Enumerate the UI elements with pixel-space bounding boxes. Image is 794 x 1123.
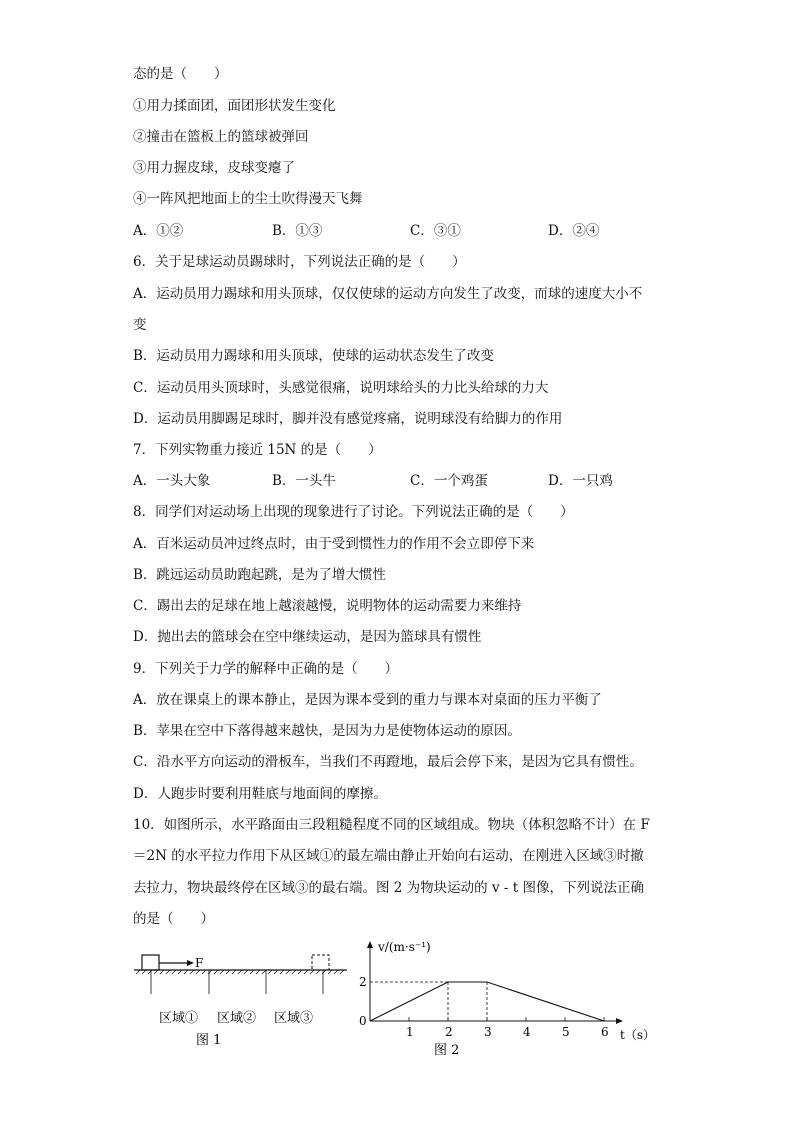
q5-item-2: ②撞击在篮板上的篮球被弹回 [133,129,309,145]
q7-option-c: C．一个鸡蛋 [410,473,488,489]
y-axis-arrow [367,941,373,948]
q7-option-d: D．一只鸡 [548,473,613,489]
figure-1-diagram [132,950,352,1050]
q5-option-c: C．③① [410,223,461,239]
x-tick-label-6: 6 [601,1025,609,1039]
x-tick-label-3: 3 [484,1025,492,1039]
origin-label: 0 [359,1014,367,1028]
q6-stem: 6．关于足球运动员踢球时，下列说法正确的是（ ） [133,254,466,270]
q7-option-b: B．一头牛 [272,473,336,489]
q8-option-d: D．抛出去的篮球会在空中继续运动，是因为篮球具有惯性 [133,629,482,645]
region-dividers [151,970,323,994]
q8-option-b: B．跳远运动员助跑起跳，是为了增大惯性 [133,567,386,583]
q10-stem-line2: ＝2N 的水平拉力作用下从区域①的最左端由静止开始向右运动，在刚进入区域③时撤 [133,848,644,864]
region-3-label: 区域③ [274,1011,314,1026]
q7-option-a: A．一头大象 [133,473,211,489]
q5-item-3: ③用力握皮球，皮球变瘪了 [133,160,295,176]
x-tick-label-5: 5 [562,1025,570,1039]
q6-option-a-line1: A．运动员用力踢球和用头顶球，仅仅使球的运动方向发生了改变，而球的速度大小不 [133,286,643,302]
q6-option-b: B．运动员用力踢球和用头顶球，使球的运动状态发生了改变 [133,348,494,364]
force-arrow-head [187,960,194,966]
q10-stem-line4: 的是（ ） [133,911,214,927]
q9-stem: 9．下列关于力学的解释中正确的是（ ） [133,661,399,677]
q8-stem: 8．同学们对运动场上出现的现象进行了讨论。下列说法正确的是（ ） [133,504,574,520]
figure-2-vt-chart [336,935,666,1060]
x-axis-arrow [616,1018,623,1024]
q6-option-d: D．运动员用脚踢足球时，脚并没有感觉疼痛，说明球没有给脚力的作用 [133,411,563,427]
q5-option-a: A．①② [133,223,184,239]
block-final-position [312,955,329,970]
y-tick-label-2: 2 [359,975,367,989]
q9-option-a: A．放在课桌上的课本静止，是因为课本受到的重力与课本对桌面的压力平衡了 [133,692,602,708]
block [142,955,159,970]
x-tick-label-4: 4 [523,1025,531,1039]
q5-item-4: ④一阵风把地面上的尘土吹得漫天飞舞 [133,191,363,207]
figure-2-caption: 图 2 [434,1043,460,1058]
region-2-label: 区域② [217,1011,257,1026]
force-label: F [195,956,204,970]
q9-option-d: D．人跑步时要利用鞋底与地面间的摩擦。 [133,786,387,802]
q9-option-c: C．沿水平方向运动的滑板车，当我们不再蹬地，最后会停下来，是因为它具有惯性。 [133,754,643,770]
q5-stem-end: 态的是（ ） [133,66,228,82]
q10-stem-line1: 10．如图所示，水平路面由三段粗糙程度不同的区域组成。物块（体积忽略不计）在 F [133,817,650,833]
figure-1-caption: 图 1 [196,1033,222,1048]
q5-option-b: B．①③ [272,223,323,239]
q5-option-d: D．②④ [548,223,600,239]
y-axis-label: v/(m·s⁻¹) [378,940,431,954]
q8-option-c: C．踢出去的足球在地上越滚越慢，说明物体的运动需要力来维持 [133,598,522,614]
x-tick-label-2: 2 [445,1025,453,1039]
q7-stem: 7．下列实物重力接近 15N 的是（ ） [133,442,382,458]
q6-option-c: C．运动员用头顶球时，头感觉很痛，说明球给头的力比头给球的力大 [133,380,549,396]
region-1-label: 区域① [159,1011,199,1026]
q6-option-a-line2: 变 [133,317,147,333]
dashed-guide-lines [370,982,487,1021]
x-tick-label-1: 1 [406,1025,414,1039]
q8-option-a: A．百米运动员冲过终点时，由于受到惯性力的作用不会立即停下来 [133,536,535,552]
q9-option-b: B．苹果在空中下落得越来越快，是因为力是使物体运动的原因。 [133,723,521,739]
q10-stem-line3: 去拉力，物块最终停在区域③的最右端。图 2 为物块运动的 v - t 图像，下列说法正确 [133,880,644,896]
q5-item-1: ①用力揉面团，面团形状发生变化 [133,98,336,114]
x-axis-label: t（s） [620,1028,655,1042]
x-ticks [406,1017,609,1039]
